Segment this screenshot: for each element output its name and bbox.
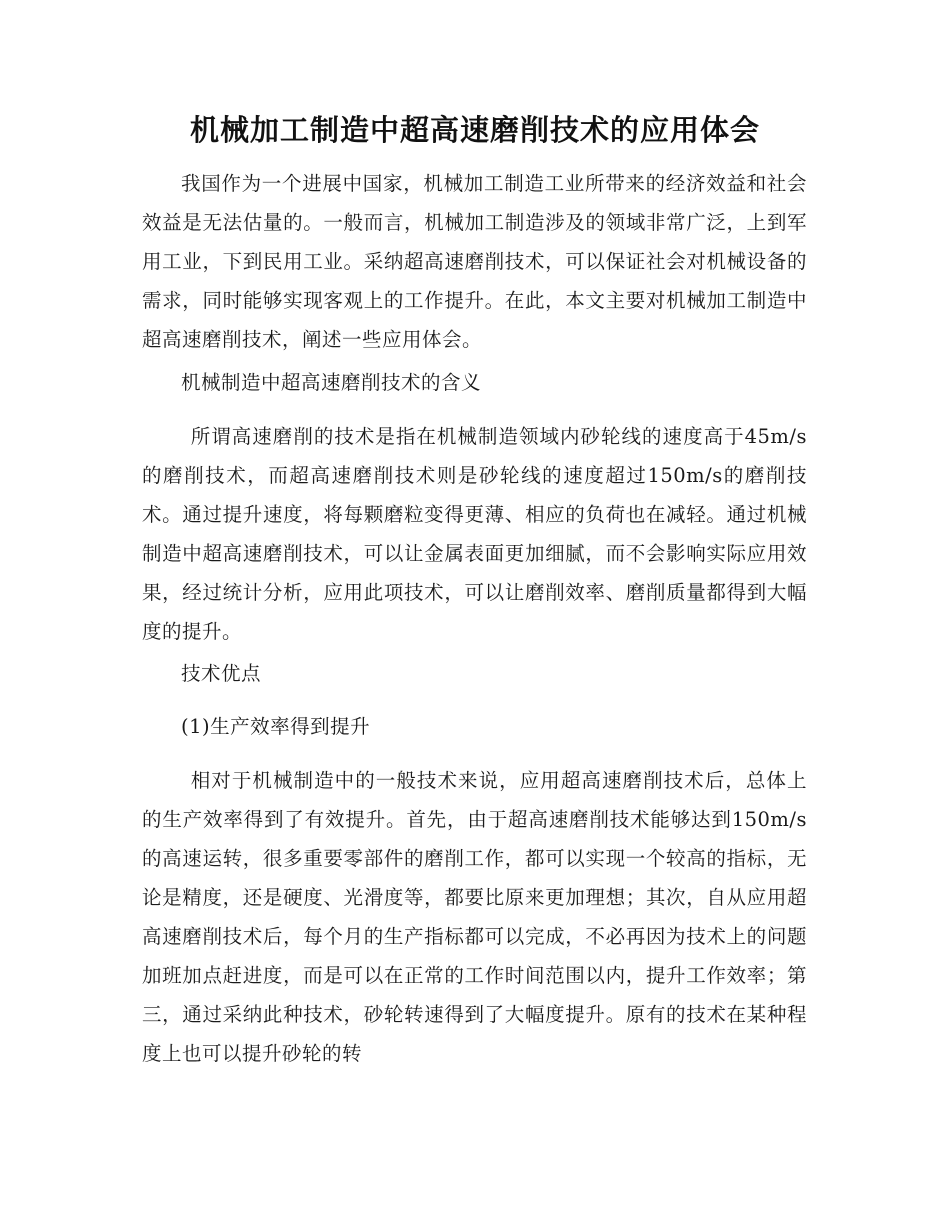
section-heading-meaning: 机械制造中超高速磨削技术的含义: [181, 371, 482, 394]
section-heading-advantages: 技术优点: [181, 662, 262, 685]
subsection-heading-efficiency: (1)生产效率得到提升: [181, 715, 371, 738]
intro-paragraph: 我国作为一个进展中国家，机械加工制造工业所带来的经济效益和社会效益是无法估量的。一般而言，机械加工制造涉及的领域非常广泛，上到军用工业，下到民用工业。采纳超高速磨削技术，可以保证社会对机械设备的需求，同时能够实现客观上的工作提升。在此，本文主要对机械加工制造中超高速磨削技术，阐述一些应用体会。: [142, 172, 807, 351]
section-meaning-paragraph: 所谓高速磨削的技术是指在机械制造领域内砂轮线的速度高于45m/s的磨削技术，而超高速磨削技术则是砂轮线的速度超过150m/s的磨削技术。通过提升速度，将每颗磨粒变得更薄、相应的负荷也在减轻。通过机械制造中超高速磨削技术，可以让金属表面更加细腻，而不会影响实际应用效果，经过统计分析，应用此项技术，可以让磨削效率、磨削质量都得到大幅度的提升。: [142, 425, 807, 643]
document-title: 机械加工制造中超高速磨削技术的应用体会: [189, 113, 760, 147]
subsection-efficiency-paragraph: 相对于机械制造中的一般技术来说，应用超高速磨削技术后，总体上的生产效率得到了有效提升。首先，由于超高速磨削技术能够达到150m/s的高速运转，很多重要零部件的磨削工作，都可以实现一个较高的指标，无论是精度，还是硬度、光滑度等，都要比原来更加理想；其次，自从应用超高速磨削技术后，每个月的生产指标都可以完成，不必再因为技术上的问题加班加点赶进度，而是可以在正常的工作时间范围以内，提升工作效率；第三，通过采纳此种技术，砂轮转速得到了大幅度提升。原有的技术在某种程度上也可以提升砂轮的转: [142, 769, 807, 1065]
